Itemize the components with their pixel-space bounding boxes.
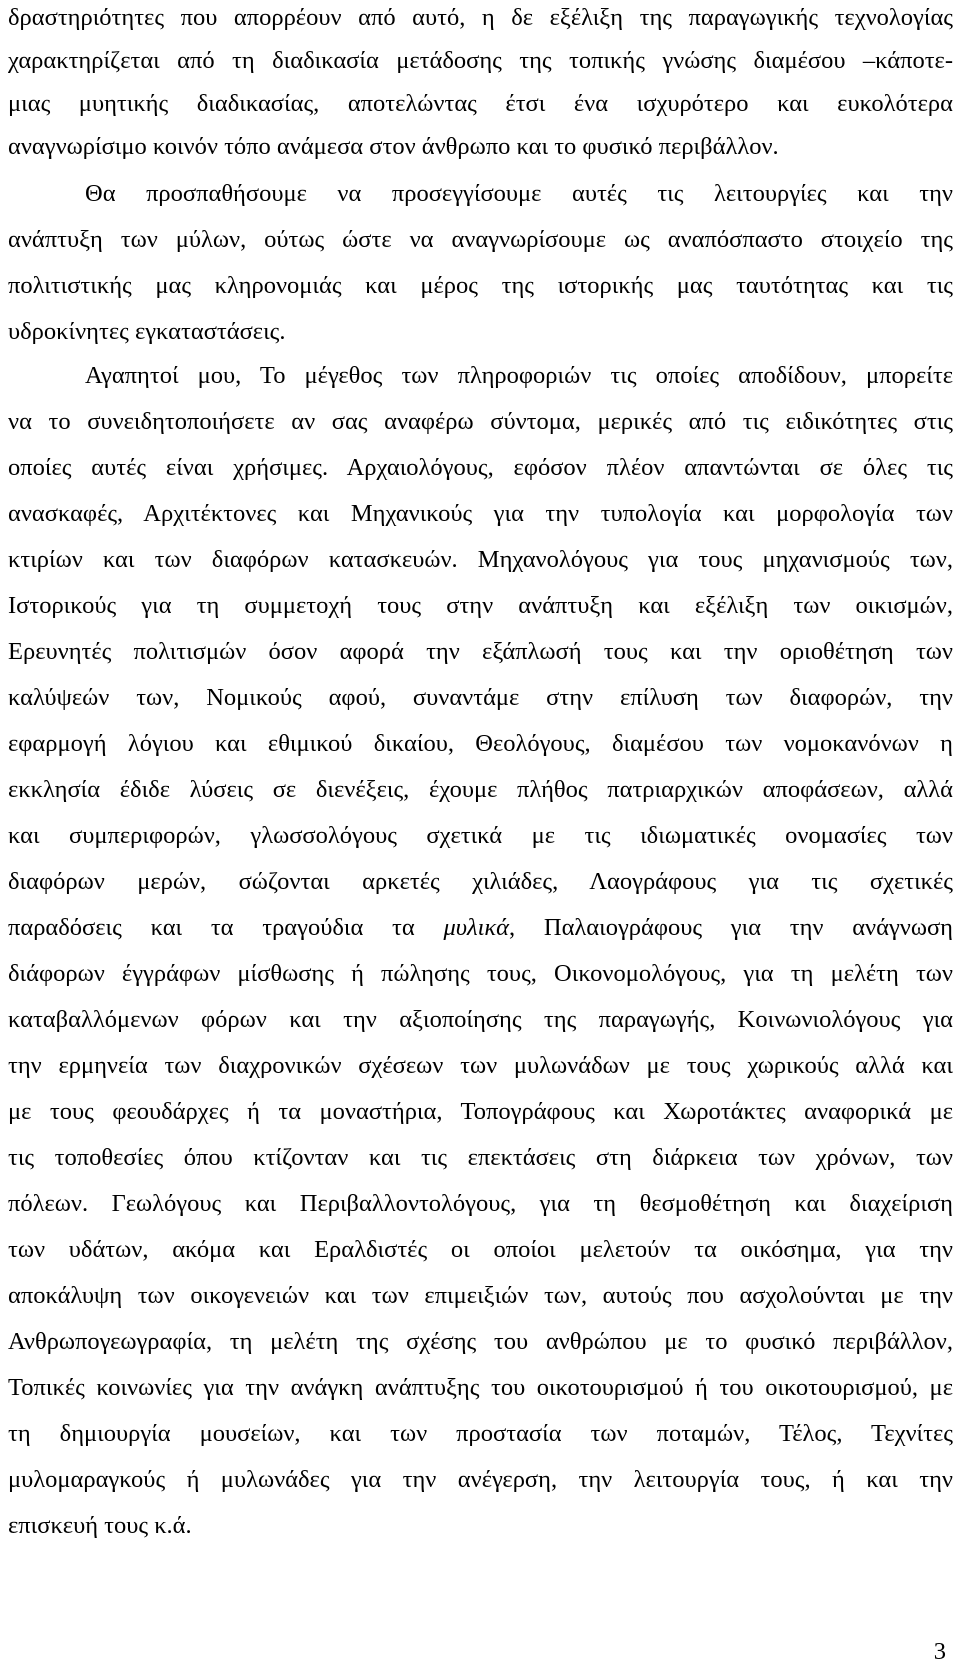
text-line: διαφόρων μερών, σώζονται αρκετές χιλιάδες, Λαογράφους για τις σχετικές [8, 868, 953, 895]
text-line: των υδάτων, ακόμα και Εραλδιστές οι οποίοι μελετούν τα οικόσημα, για την [8, 1236, 953, 1263]
text-line: να το συνειδητοποιήσετε αν σας αναφέρω σύντομα, μερικές από τις ειδικότητες στις [8, 408, 953, 435]
text-line: αποκάλυψη των οικογενειών και των επιμειξιών των, αυτούς που ασχολούνται με την [8, 1282, 953, 1309]
text-line: καλύψεών των, Νομικούς αφού, συναντάμε στην επίλυση των διαφορών, την [8, 684, 953, 711]
text-line: εκκλησία έδιδε λύσεις σε διενέξεις, έχουμε πλήθος πατριαρχικών αποφάσεων, αλλά [8, 776, 953, 803]
text-line: πόλεων. Γεωλόγους και Περιβαλλοντολόγους, για τη θεσμοθέτηση και διαχείριση [8, 1190, 953, 1217]
text-line: Τοπικές κοινωνίες για την ανάγκη ανάπτυξης του οικοτουρισμού ή του οικοτουρισμού, με [8, 1374, 953, 1401]
paragraph-first-line: Αγαπητοί μου, Το μέγεθος των πληροφοριών τις οποίες αποδίδουν, μπορείτε [85, 362, 953, 389]
text-line: και συμπεριφορών, γλωσσολόγους σχετικά με τις ιδιωματικές ονομασίες των [8, 822, 953, 849]
text-line: την ερμηνεία των διαχρονικών σχέσεων των μυλωνάδων με τους χωρικούς αλλά και [8, 1052, 953, 1079]
text-line: ανασκαφές, Αρχιτέκτονες και Μηχανικούς για την τυπολογία και μορφολογία των [8, 500, 953, 527]
page-number: 3 [933, 1638, 946, 1665]
text-line: μιας μυητικής διαδικασίας, αποτελώντας έτσι ένα ισχυρότερο και ευκολότερα [8, 90, 953, 117]
text-segment: παραδόσεις και τα τραγούδια τα [8, 914, 444, 941]
text-segment: , Παλαιογράφους για την ανάγνωση [509, 914, 953, 941]
text-line: πολιτιστικής μας κληρονομιάς και μέρος της ιστορικής μας ταυτότητας και τις [8, 272, 953, 299]
paragraph-first-line: Θα προσπαθήσουμε να προσεγγίσουμε αυτές τις λειτουργίες και την [85, 180, 953, 207]
text-line: δραστηριότητες που απορρέουν από αυτό, η δε εξέλιξη της παραγωγικής τεχνολογίας [8, 4, 953, 31]
text-line: καταβαλλόμενων φόρων και την αξιοποίησης της παραγωγής, Κοινωνιολόγους για [8, 1006, 953, 1033]
text-line: αναγνωρίσιμο κοινόν τόπο ανάμεσα στον άνθρωπο και το φυσικό περιβάλλον. [8, 133, 779, 160]
text-line: Ερευνητές πολιτισμών όσον αφορά την εξάπλωσή τους και την οριοθέτηση των [8, 638, 953, 665]
text-line: με τους φεουδάρχες ή τα μοναστήρια, Τοπογράφους και Χωροτάκτες αναφορικά με [8, 1098, 953, 1125]
text-line: μυλομαραγκούς ή μυλωνάδες για την ανέγερση, την λειτουργία τους, ή και την [8, 1466, 953, 1493]
text-line: χαρακτηρίζεται από τη διαδικασία μετάδοσης της τοπικής γνώσης διαμέσου –κάποτε- [8, 47, 953, 74]
text-line: Ιστορικούς για τη συμμετοχή τους στην ανάπτυξη και εξέλιξη των οικισμών, [8, 592, 953, 619]
text-line: Ανθρωπογεωγραφία, τη μελέτη της σχέσης του ανθρώπου με το φυσικό περιβάλλον, [8, 1328, 953, 1355]
text-line: οποίες αυτές είναι χρήσιμες. Αρχαιολόγους, εφόσον πλέον απαντώνται σε όλες τις [8, 454, 953, 481]
text-line: επισκευή τους κ.ά. [8, 1512, 192, 1539]
italic-term: μυλικά [443, 914, 510, 941]
text-line: τη δημιουργία μουσείων, και των προστασία των ποταμών, Τέλος, Τεχνίτες [8, 1420, 953, 1447]
text-line: τις τοποθεσίες όπου κτίζονταν και τις επεκτάσεις στη διάρκεια των χρόνων, των [8, 1144, 953, 1171]
text-line: ανάπτυξη των μύλων, ούτως ώστε να αναγνωρίσουμε ως αναπόσπαστο στοιχείο της [8, 226, 953, 253]
text-line-with-italic [8, 910, 953, 946]
text-line: κτιρίων και των διαφόρων κατασκευών. Μηχανολόγους για τους μηχανισμούς των, [8, 546, 953, 573]
text-line: υδροκίνητες εγκαταστάσεις. [8, 318, 286, 345]
text-line: εφαρμογή λόγιου και εθιμικού δικαίου, Θεολόγους, διαμέσου των νομοκανόνων η [8, 730, 953, 757]
text-line: διάφορων έγγράφων μίσθωσης ή πώλησης τους, Οικονομολόγους, για τη μελέτη των [8, 960, 953, 987]
